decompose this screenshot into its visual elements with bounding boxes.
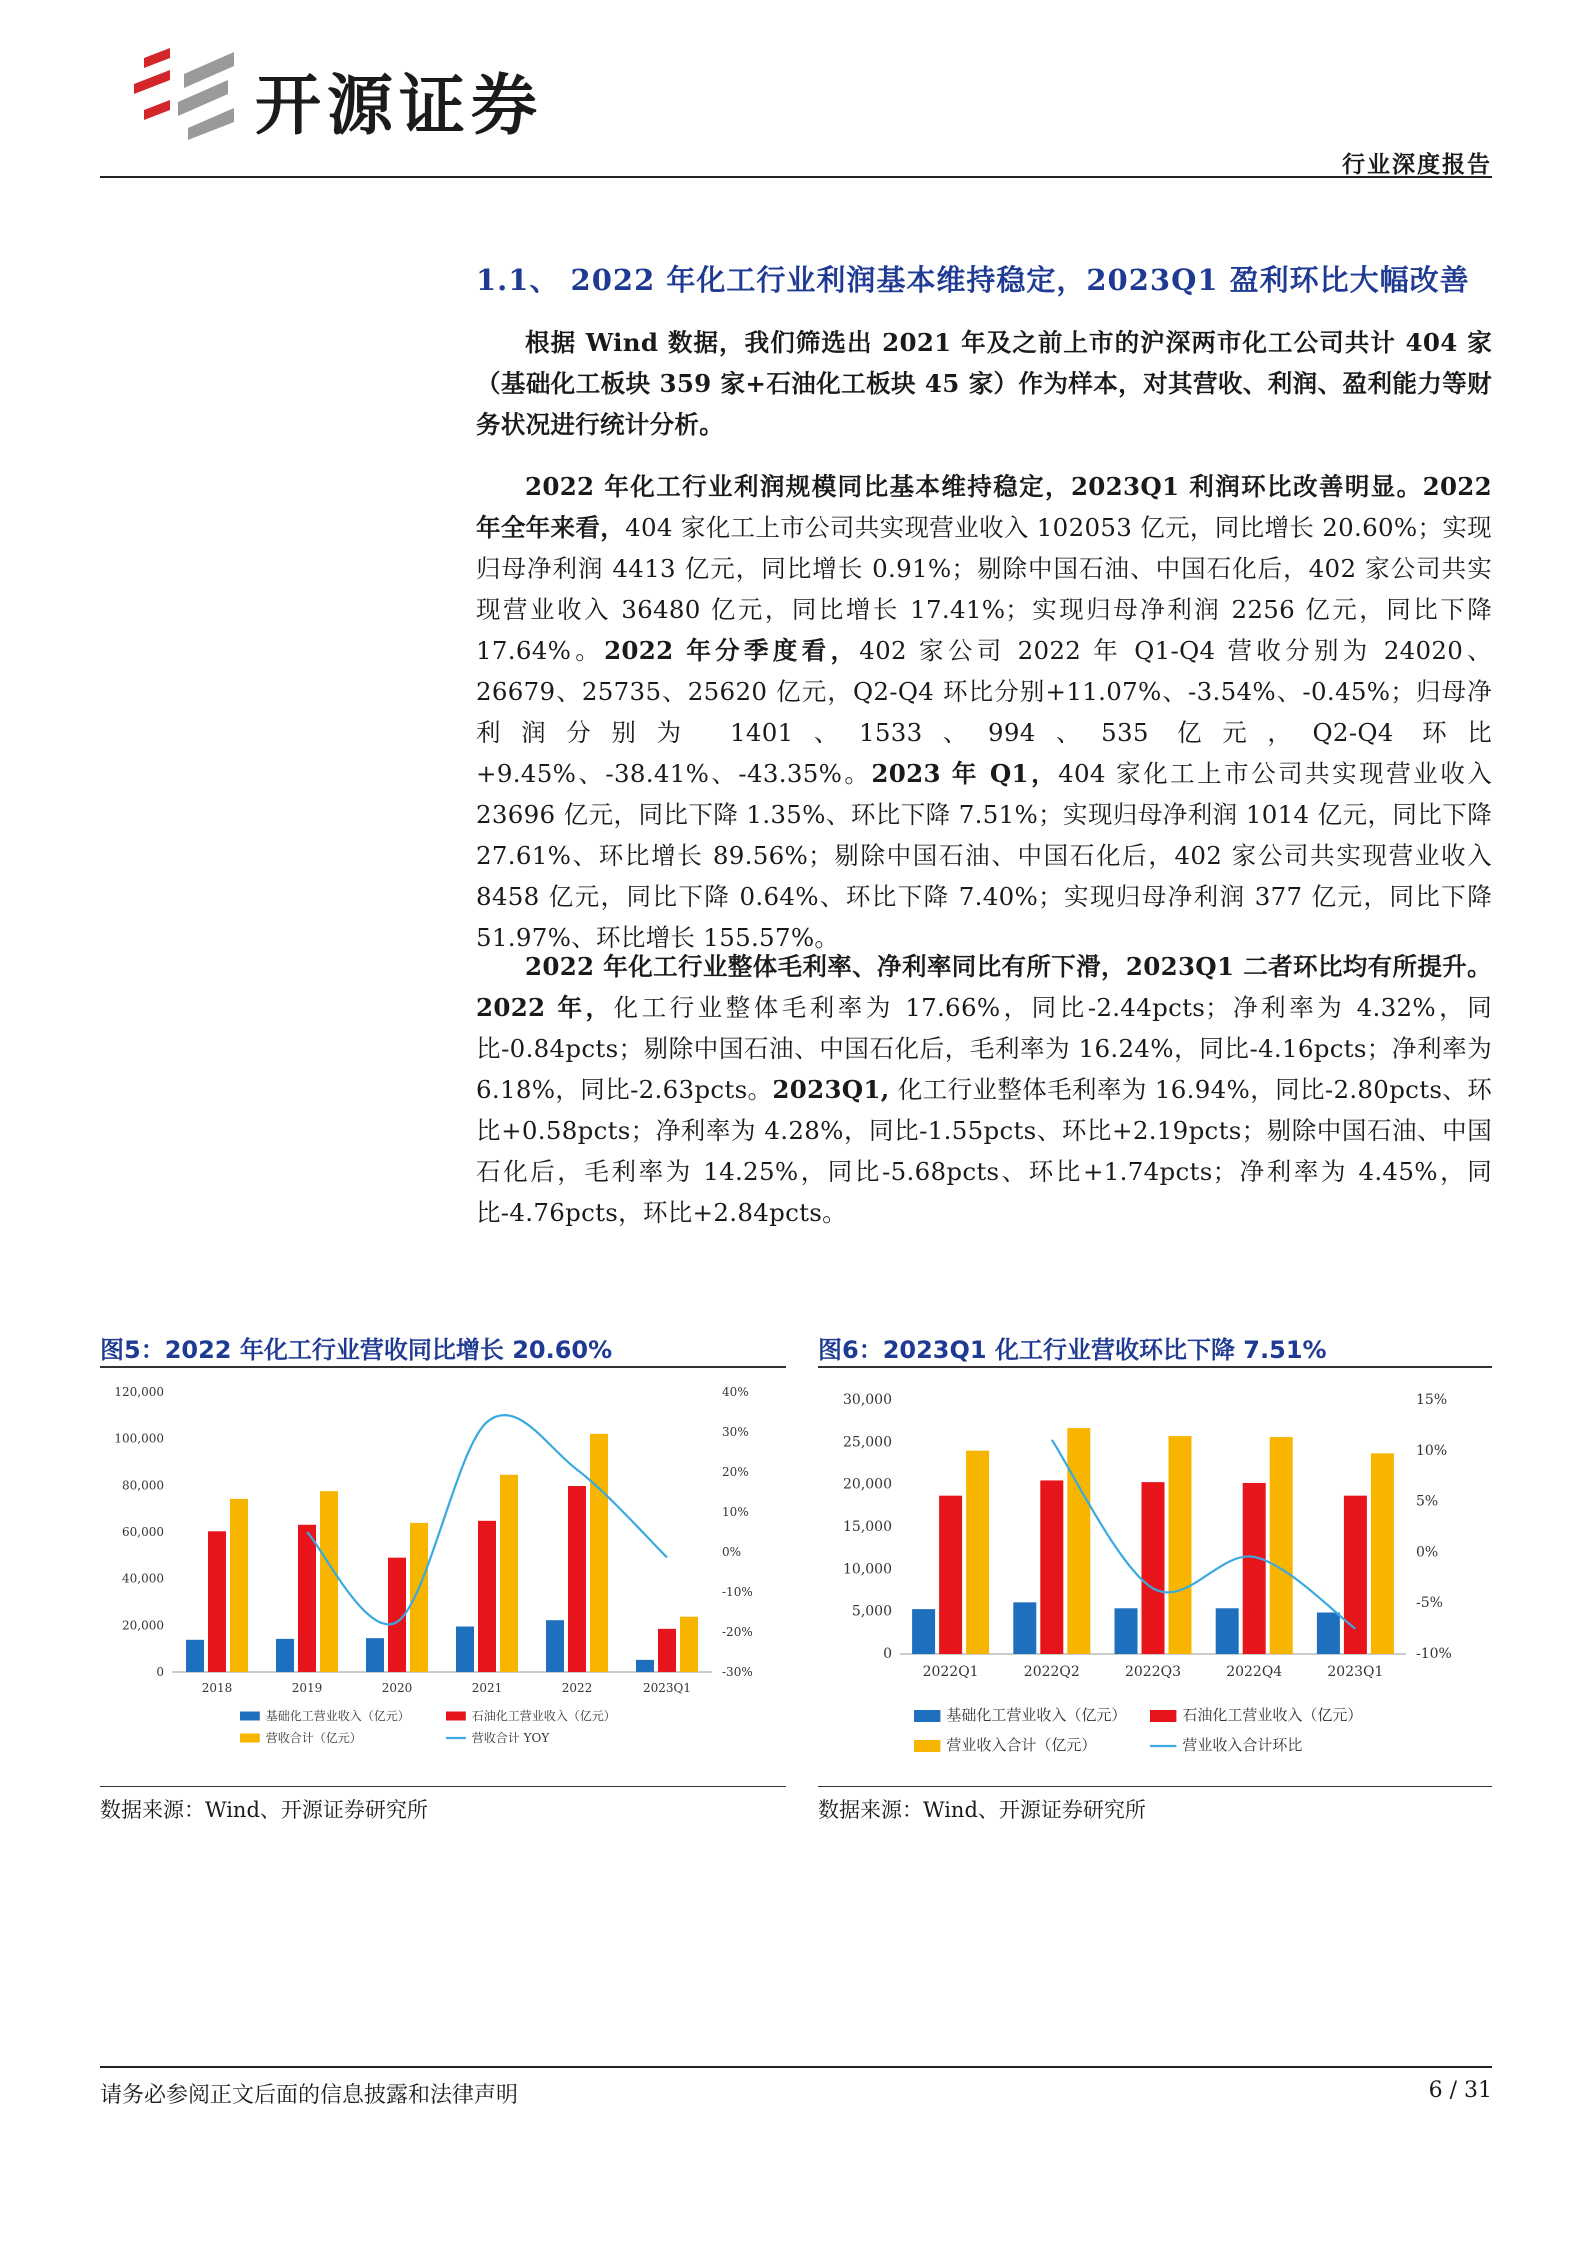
bar-1 [636, 1660, 654, 1672]
y-tick-label: 40,000 [122, 1571, 164, 1586]
y2-tick-label: -5% [1416, 1595, 1443, 1612]
footer-disclaimer: 请务必参阅正文后面的信息披露和法律声明 [100, 2083, 519, 2108]
bar-3 [1371, 1453, 1394, 1654]
x-tick-label: 2018 [201, 1681, 233, 1695]
bar-3 [320, 1491, 338, 1672]
y2-tick-label: 0% [722, 1545, 742, 1559]
x-tick-label: 2023Q1 [1327, 1664, 1384, 1680]
x-tick-label: 2019 [291, 1681, 323, 1695]
report-type: 行业深度报告 [1342, 152, 1492, 178]
figure-6-bottom-rule [818, 1786, 1492, 1787]
bar-3 [230, 1499, 248, 1672]
bar-2 [1142, 1482, 1165, 1654]
legend-swatch [914, 1710, 940, 1722]
legend-label: 营业收入合计环比 [1182, 1736, 1303, 1754]
bar-2 [1344, 1496, 1367, 1654]
y2-tick-label: 10% [722, 1505, 749, 1519]
y2-tick-label: -10% [722, 1585, 753, 1599]
logo-mark-icon [130, 44, 242, 140]
y2-tick-label: -20% [722, 1625, 753, 1639]
y-tick-label: 0 [883, 1646, 892, 1662]
bar-3 [680, 1617, 698, 1672]
legend-swatch [1150, 1710, 1176, 1722]
x-tick-label: 2021 [471, 1681, 503, 1695]
figure-6-chart [818, 1372, 1492, 1772]
y-tick-label: 60,000 [122, 1525, 164, 1539]
bar-3 [500, 1475, 518, 1672]
bar-2 [478, 1521, 496, 1672]
bar-2 [939, 1496, 962, 1654]
figure-6-top-rule [818, 1366, 1492, 1368]
y2-tick-label: 20% [722, 1465, 749, 1479]
paragraph-1 [476, 322, 1492, 445]
y-tick-label: 0 [156, 1665, 164, 1679]
y2-tick-label: -30% [722, 1665, 753, 1679]
legend-label: 基础化工营业收入（亿元） [946, 1706, 1127, 1724]
figure-5-chart [100, 1372, 786, 1772]
bar-1 [1216, 1608, 1239, 1654]
legend-label: 营收合计 YOY [471, 1731, 550, 1745]
footer-divider [100, 2066, 1492, 2068]
figure-5-source: 数据来源：Wind、开源证券研究所 [100, 1798, 428, 1822]
yoy-line [1052, 1440, 1356, 1629]
y2-tick-label: 15% [1416, 1392, 1448, 1408]
paragraph-3-text: 2022 年化工行业整体毛利率、净利率同比有所下滑，2023Q1 二者环比均有所提升。2022 年，化工行业整体毛利率为 17.66%，同比-2.44pcts；净利率为 4.32%，同比-0.84pcts；剔除中国石油、中国石化后，毛利率为 16.24%，同比-4.16pcts；净利率为 6.18%，同比-2.63pcts。2023Q1, 化工行业整体毛利率为 16.94%，同比-2.80pcts、环比+0.58pcts；净利率为 4.28%，同比-1.55pcts、环比+2.19pcts；剔除中国石油、中国石化后，毛利率为 14.25%，同比-5.68pcts、环比+1.74pcts；净利率为 4.45%，同比-4.76pcts，环比+2.84pcts。 [476, 952, 1492, 1227]
bar-2 [208, 1531, 226, 1672]
paragraph-1-text: 根据 Wind 数据，我们筛选出 2021 年及之前上市的沪深两市化工公司共计 404 家（基础化工板块 359 家+石油化工板块 45 家）作为样本，对其营收、利润、盈利能力等财务状况进行统计分析。 [476, 328, 1492, 439]
x-tick-label: 2022Q1 [922, 1664, 979, 1680]
y-tick-label: 10,000 [843, 1561, 892, 1578]
figure-5-title: 图5：2022 年化工行业营收同比增长 20.60% [100, 1336, 613, 1364]
bar-3 [1270, 1437, 1293, 1654]
x-tick-label: 2020 [381, 1681, 413, 1695]
paragraph-3 [476, 946, 1492, 1233]
bar-1 [1317, 1613, 1340, 1654]
bar-1 [186, 1640, 204, 1672]
x-tick-label: 2022Q4 [1226, 1664, 1283, 1680]
x-tick-label: 2022Q2 [1023, 1664, 1080, 1680]
legend-label: 营收合计（亿元） [265, 1731, 362, 1745]
page-number: 6 / 31 [1428, 2078, 1492, 2103]
x-tick-label: 2023Q1 [642, 1681, 692, 1695]
section-title: 1.1、 2022 年化工行业利润基本维持稳定，2023Q1 盈利环比大幅改善 [476, 263, 1470, 297]
company-logo [130, 44, 242, 140]
y-tick-label: 5,000 [851, 1603, 892, 1620]
y-tick-label: 80,000 [122, 1478, 164, 1493]
y-tick-label: 120,000 [114, 1385, 164, 1399]
y-tick-label: 100,000 [114, 1431, 164, 1446]
legend-label: 营业收入合计（亿元） [946, 1736, 1097, 1754]
bar-1 [366, 1638, 384, 1672]
figure-5-bottom-rule [100, 1786, 786, 1787]
bar-2 [1040, 1480, 1063, 1654]
legend-label: 石油化工营业收入（亿元） [471, 1709, 616, 1723]
legend-swatch [446, 1712, 466, 1721]
figure-5-top-rule [100, 1366, 786, 1368]
bar-1 [546, 1620, 564, 1672]
x-tick-label: 2022 [561, 1681, 593, 1695]
y2-tick-label: -10% [1416, 1646, 1452, 1662]
y-tick-label: 20,000 [122, 1618, 164, 1633]
y-tick-label: 15,000 [843, 1519, 892, 1535]
y2-tick-label: 0% [1416, 1544, 1439, 1561]
legend-swatch [240, 1712, 260, 1721]
bar-2 [658, 1629, 676, 1672]
bar-1 [276, 1639, 294, 1672]
paragraph-2 [476, 466, 1492, 958]
bar-2 [298, 1525, 316, 1672]
legend-label: 基础化工营业收入（亿元） [265, 1709, 410, 1723]
bar-3 [1169, 1436, 1192, 1654]
bar-2 [1243, 1483, 1266, 1654]
figure-6-source: 数据来源：Wind、开源证券研究所 [818, 1798, 1146, 1822]
bar-3 [590, 1434, 608, 1672]
bar-2 [568, 1486, 586, 1672]
y-tick-label: 30,000 [843, 1392, 892, 1408]
legend-swatch [240, 1734, 260, 1743]
figure-6-title: 图6：2023Q1 化工行业营收环比下降 7.51% [818, 1336, 1327, 1364]
y2-tick-label: 30% [722, 1425, 749, 1439]
x-tick-label: 2022Q3 [1124, 1664, 1182, 1680]
y-tick-label: 25,000 [843, 1434, 892, 1451]
bar-1 [912, 1609, 935, 1654]
bar-3 [966, 1451, 989, 1654]
y-tick-label: 20,000 [843, 1476, 892, 1493]
bar-3 [410, 1523, 428, 1672]
legend-label: 石油化工营业收入（亿元） [1182, 1706, 1363, 1724]
y2-tick-label: 5% [1416, 1493, 1439, 1510]
bar-3 [1067, 1428, 1090, 1654]
bar-1 [1013, 1602, 1036, 1654]
bar-1 [456, 1627, 474, 1673]
y2-tick-label: 10% [1416, 1442, 1448, 1459]
paragraph-2-text: 2022 年化工行业利润规模同比基本维持稳定，2023Q1 利润环比改善明显。2022 年全年来看，404 家化工上市公司共实现营业收入 102053 亿元，同比增长 20.60%；实现归母净利润 4413 亿元，同比增长 0.91%；剔除中国石油、中国石化后，402 家公司共实现营业收入 36480 亿元，同比增长 17.41%；实现归母净利润 2256 亿元，同比下降 17.64%。2022 年分季度看，402 家公司 2022 年 Q1-Q4 营收分别为 24020、26679、25735、25620 亿元，Q2-Q4 环比分别+11.07%、-3.54%、-0.45%；归母净利润分别为 1401、1533、994、535 亿元，Q2-Q4 环比+9.45%、-38.41%、-43.35%。2023 年 Q1，404 家化工上市公司共实现营业收入 23696 亿元，同比下降 1.35%、环比下降 7.51%；实现归母净利润 1014 亿元，同比下降 27.61%、环比增长 89.56%；剔除中国石油、中国石化后，402 家公司共实现营业收入 8458 亿元，同比下降 0.64%、环比下降 7.40%；实现归母净利润 377 亿元，同比下降 51.97%、环比增长 155.57%。 [476, 472, 1492, 952]
y2-tick-label: 40% [722, 1385, 749, 1399]
header-divider [100, 176, 1492, 178]
bar-1 [1115, 1608, 1138, 1654]
legend-swatch [914, 1740, 940, 1752]
brand-name: 开源证券 [255, 67, 543, 144]
